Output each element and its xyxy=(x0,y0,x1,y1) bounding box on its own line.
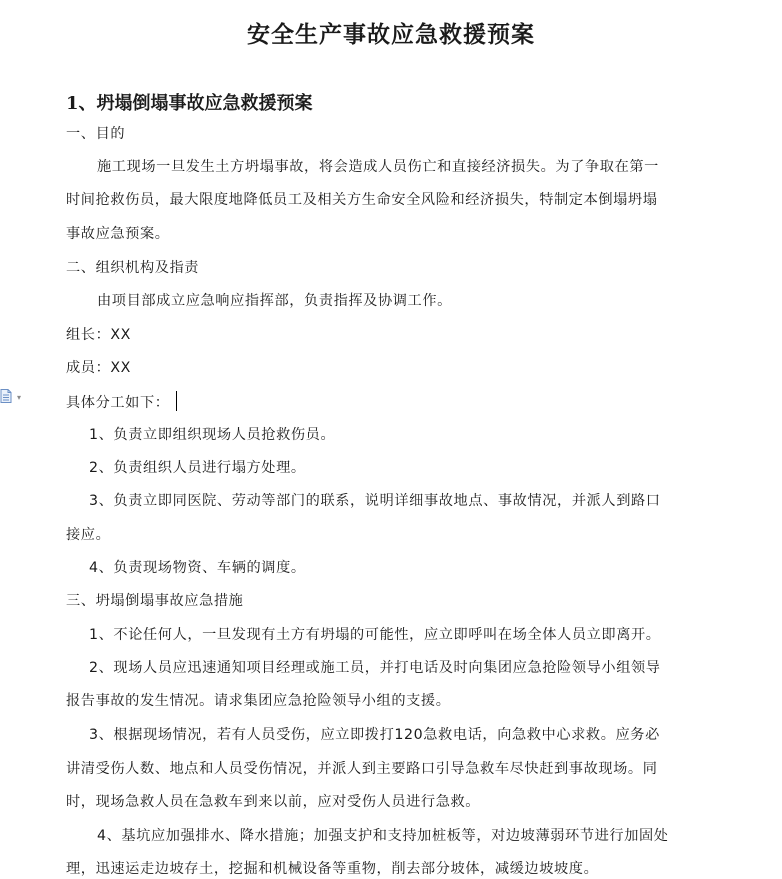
paragraph-line: 报告事故的发生情况。请求集团应急抢险领导小组的支援。 xyxy=(66,693,451,709)
paragraph-line: 由项目部成立应急响应指挥部，负责指挥及协调工作。 xyxy=(97,293,452,309)
list-item: 2、负责组织人员进行塌方处理。 xyxy=(89,460,306,476)
list-item: 4、负责现场物资、车辆的调度。 xyxy=(89,560,306,576)
list-item: 4、基坑应加强排水、降水措施；加强支护和支持加桩板等，对边坡薄弱环节进行加固处 xyxy=(97,828,669,844)
list-item: 1、不论任何人，一旦发现有土方有坍塌的可能性，应立即呼叫在场全体人员立即离开。 xyxy=(89,627,661,643)
paragraph-line-text: 具体分工如下： xyxy=(66,395,170,411)
subsection-heading: 二、组织机构及指责 xyxy=(66,260,200,276)
text-cursor xyxy=(176,391,178,411)
document-icon[interactable] xyxy=(0,389,12,403)
list-item: 3、根据现场情况，若有人员受伤，应立即拨打120急救电话，向急救中心求救。应务必 xyxy=(89,727,660,743)
paragraph-line: 讲清受伤人数、地点和人员受伤情况，并派人到主要路口引导急救车尽快赶到事故现场。同 xyxy=(66,761,658,777)
list-item: 1、负责立即组织现场人员抢救伤员。 xyxy=(89,427,336,443)
paragraph-line: 理，迅速运走边坡存土，挖掘和机械设备等重物，削去部分坡体，减缓边坡坡度。 xyxy=(66,861,599,877)
list-item: 2、现场人员应迅速通知项目经理或施工员，并打电话及时向集团应急抢险领导小组领导 xyxy=(89,660,661,676)
paragraph-line: 事故应急预案。 xyxy=(66,226,170,242)
paragraph-line: 施工现场一旦发生土方坍塌事故，将会造成人员伤亡和直接经济损失。为了争取在第一 xyxy=(97,159,659,175)
paragraph-line: 接应。 xyxy=(66,527,111,543)
list-item: 3、负责立即同医院、劳动等部门的联系，说明详细事故地点、事故情况，并派人到路口 xyxy=(89,493,661,509)
paragraph-line: 时，现场急救人员在急救车到来以前，应对受伤人员进行急救。 xyxy=(66,794,481,810)
subsection-heading: 一、目的 xyxy=(66,126,126,142)
paragraph-line: 成员：XX xyxy=(66,360,132,376)
section-heading: 1、坍塌倒塌事故应急救援预案 xyxy=(66,93,313,114)
document-title: 安全生产事故应急救援预案 xyxy=(247,21,535,48)
paragraph-line: 组长：XX xyxy=(66,327,132,343)
paragraph-line[interactable] xyxy=(66,391,177,413)
subsection-heading: 三、坍塌倒塌事故应急措施 xyxy=(66,593,244,609)
paragraph-line: 时间抢救伤员，最大限度地降低员工及相关方生命安全风险和经济损失，特制定本倒塌坍塌 xyxy=(66,192,658,208)
chevron-down-icon[interactable]: ▾ xyxy=(17,393,22,402)
